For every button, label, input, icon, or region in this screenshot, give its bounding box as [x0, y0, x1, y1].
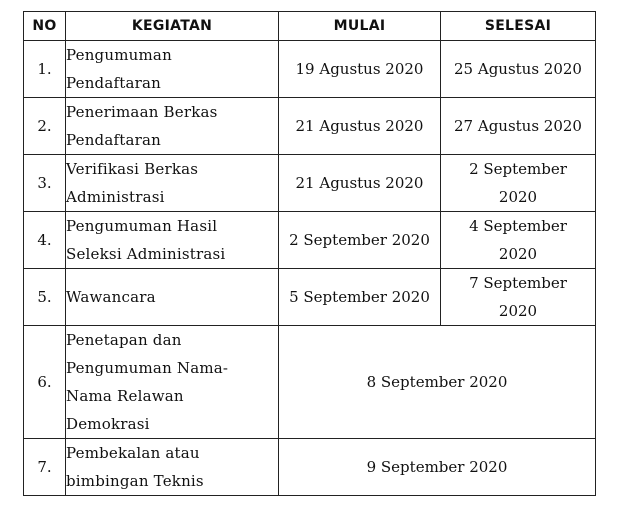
activity-cell — [66, 212, 279, 269]
activity-line: Penetapan dan — [66, 331, 182, 349]
activity-line: Verifikasi Berkas — [66, 160, 199, 178]
table-row — [24, 326, 596, 439]
start-date-cell — [279, 212, 441, 269]
end-date: 27 Agustus 2020 — [454, 117, 582, 135]
table-row — [24, 41, 596, 98]
activity-line: Pendaftaran — [66, 74, 161, 92]
end-date-cell — [441, 155, 596, 212]
activity-cell — [66, 98, 279, 155]
start-date: 2 September 2020 — [289, 231, 430, 249]
end-date: 7 September — [469, 274, 567, 292]
row-number: 6. — [24, 326, 66, 439]
activity-line: Seleksi Administrasi — [66, 245, 226, 263]
activity-cell — [66, 269, 279, 326]
activity-line: Nama Relawan — [66, 387, 184, 405]
header-mulai: MULAI — [279, 12, 441, 41]
table-row — [24, 212, 596, 269]
activity-line: bimbingan Teknis — [66, 472, 204, 490]
end-date-cell — [441, 98, 596, 155]
end-date: 4 September — [469, 217, 567, 235]
row-number: 4. — [24, 212, 66, 269]
activity-cell — [66, 439, 279, 496]
row-number: 5. — [24, 269, 66, 326]
end-date: 25 Agustus 2020 — [454, 60, 582, 78]
header-kegiatan: KEGIATAN — [66, 12, 279, 41]
row-number: 2. — [24, 98, 66, 155]
activity-cell — [66, 41, 279, 98]
activity-line: Pendaftaran — [66, 131, 161, 149]
start-date-cell — [279, 155, 441, 212]
end-date: 2 September — [469, 160, 567, 178]
activity-line: Administrasi — [66, 188, 165, 206]
start-date-cell — [279, 41, 441, 98]
activity-cell — [66, 155, 279, 212]
row-number: 3. — [24, 155, 66, 212]
activity-line: Demokrasi — [66, 415, 150, 433]
start-date: 21 Agustus 2020 — [295, 117, 424, 135]
end-date-cell — [441, 41, 596, 98]
merged-date-cell: 8 September 2020 — [279, 326, 596, 439]
activity-line: Pengumuman — [66, 46, 172, 64]
end-date: 2020 — [498, 302, 538, 320]
start-date: 21 Agustus 2020 — [295, 174, 424, 192]
start-date: 19 Agustus 2020 — [295, 60, 424, 78]
table-row — [24, 439, 596, 496]
header-no: NO — [24, 12, 66, 41]
activity-cell — [66, 326, 279, 439]
table-row — [24, 98, 596, 155]
row-number: 7. — [24, 439, 66, 496]
end-date: 2020 — [498, 188, 538, 206]
activity-line: Pengumuman Nama- — [66, 359, 229, 377]
end-date: 2020 — [498, 245, 538, 263]
activity-line: Pengumuman Hasil — [66, 217, 218, 235]
row-number: 1. — [24, 41, 66, 98]
start-date: 5 September 2020 — [289, 288, 430, 306]
table-row — [24, 269, 596, 326]
activity-line: Pembekalan atau — [66, 444, 200, 462]
merged-date-cell: 9 September 2020 — [279, 439, 596, 496]
schedule-table — [23, 11, 596, 496]
end-date-cell — [441, 269, 596, 326]
activity-line: Penerimaan Berkas — [66, 103, 218, 121]
start-date-cell — [279, 269, 441, 326]
header-row — [24, 12, 596, 41]
table-row — [24, 155, 596, 212]
end-date-cell — [441, 212, 596, 269]
activity-line: Wawancara — [66, 288, 156, 306]
header-selesai: SELESAI — [441, 12, 596, 41]
start-date-cell — [279, 98, 441, 155]
